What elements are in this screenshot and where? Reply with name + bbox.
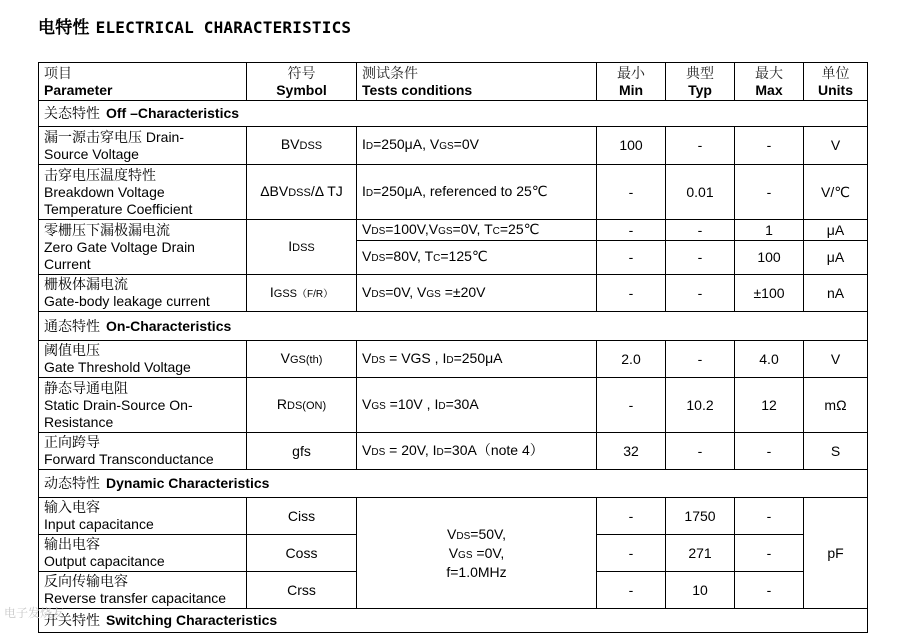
symbol-dbvdss: ΔBVDSS/Δ TJ	[247, 165, 357, 220]
cond-idss-1: VDS=100V,VGS=0V, TC=25℃	[357, 220, 597, 241]
table-row-igss	[39, 275, 868, 312]
cond-igss: VDS=0V, VGS =±20V	[357, 275, 597, 312]
max-idss-1: 1	[735, 220, 804, 241]
symbol-crss: Crss	[247, 572, 357, 609]
table-row-dbvdss	[39, 165, 868, 220]
param-dbvdss: 击穿电压温度特性 Breakdown Voltage Temperature Coefficient	[39, 165, 247, 220]
cond-gfs: VDS = 20V, ID=30A（note 4）	[357, 433, 597, 470]
max-coss: -	[735, 535, 804, 572]
min-rdson: -	[597, 378, 666, 433]
symbol-igss: IGSS（F/R）	[247, 275, 357, 312]
page-title	[38, 13, 351, 38]
section-switching: 开关特性 Switching Characteristics	[39, 609, 868, 633]
cond-rdson: VGS =10V , ID=30A	[357, 378, 597, 433]
table-row-rdson	[39, 378, 868, 433]
param-bvdss: 漏一源击穿电压 Drain- Source Voltage	[39, 127, 247, 165]
unit-idss-2: μA	[804, 241, 868, 275]
unit-dbvdss: V/℃	[804, 165, 868, 220]
section-off: 关态特性 Off –Characteristics	[39, 101, 868, 127]
min-coss: -	[597, 535, 666, 572]
header-typ: 典型 Typ	[666, 63, 735, 101]
symbol-gfs: gfs	[247, 433, 357, 470]
unit-rdson: mΩ	[804, 378, 868, 433]
cond-dbvdss: ID=250μA, referenced to 25℃	[357, 165, 597, 220]
min-bvdss: 100	[597, 127, 666, 165]
cond-idss-2: VDS=80V, TC=125℃	[357, 241, 597, 275]
cond-bvdss: ID=250μA, VGS=0V	[357, 127, 597, 165]
max-ciss: -	[735, 498, 804, 535]
max-gfs: -	[735, 433, 804, 470]
param-coss: 输出电容 Output capacitance	[39, 535, 247, 572]
typ-ciss: 1750	[666, 498, 735, 535]
min-idss-1: -	[597, 220, 666, 241]
unit-idss-1: μA	[804, 220, 868, 241]
header-units: 单位 Units	[804, 63, 868, 101]
typ-dbvdss: 0.01	[666, 165, 735, 220]
min-ciss: -	[597, 498, 666, 535]
header-max: 最大 Max	[735, 63, 804, 101]
section-dynamic: 动态特性 Dynamic Characteristics	[39, 470, 868, 498]
cond-capacitance: VDS=50V, VGS =0V, f=1.0MHz	[357, 498, 597, 609]
typ-idss-1: -	[666, 220, 735, 241]
max-crss: -	[735, 572, 804, 609]
symbol-bvdss: BVDSS	[247, 127, 357, 165]
min-idss-2: -	[597, 241, 666, 275]
unit-igss: nA	[804, 275, 868, 312]
param-rdson: 静态导通电阻 Static Drain-Source On- Resistance	[39, 378, 247, 433]
symbol-vgsth: VGS(th)	[247, 341, 357, 378]
min-igss: -	[597, 275, 666, 312]
typ-idss-2: -	[666, 241, 735, 275]
typ-bvdss: -	[666, 127, 735, 165]
max-rdson: 12	[735, 378, 804, 433]
watermark: 电子发烧友	[4, 606, 65, 620]
electrical-characteristics-table	[38, 62, 868, 633]
table-row-gfs	[39, 433, 868, 470]
unit-bvdss: V	[804, 127, 868, 165]
typ-vgsth: -	[666, 341, 735, 378]
typ-igss: -	[666, 275, 735, 312]
max-igss: ±100	[735, 275, 804, 312]
symbol-coss: Coss	[247, 535, 357, 572]
typ-gfs: -	[666, 433, 735, 470]
symbol-ciss: Ciss	[247, 498, 357, 535]
param-idss: 零栅压下漏极漏电流 Zero Gate Voltage Drain Current	[39, 220, 247, 275]
header-symbol: 符号 Symbol	[247, 63, 357, 101]
symbol-rdson: RDS(ON)	[247, 378, 357, 433]
min-gfs: 32	[597, 433, 666, 470]
max-bvdss: -	[735, 127, 804, 165]
section-on: 通态特性 On-Characteristics	[39, 312, 868, 341]
title-en: ELECTRICAL CHARACTERISTICS	[95, 18, 352, 37]
table-row-idss-1	[39, 220, 868, 241]
unit-capacitance: pF	[804, 498, 868, 609]
symbol-idss: IDSS	[247, 220, 357, 275]
cond-vgsth: VDS = VGS , ID=250μA	[357, 341, 597, 378]
param-ciss: 输入电容 Input capacitance	[39, 498, 247, 535]
param-gfs: 正向跨导 Forward Transconductance	[39, 433, 247, 470]
max-idss-2: 100	[735, 241, 804, 275]
table-row-vgsth	[39, 341, 868, 378]
table-row-bvdss	[39, 127, 868, 165]
max-dbvdss: -	[735, 165, 804, 220]
title-zh: 电特性	[38, 18, 90, 38]
min-vgsth: 2.0	[597, 341, 666, 378]
typ-rdson: 10.2	[666, 378, 735, 433]
header-min: 最小 Min	[597, 63, 666, 101]
param-vgsth: 阈值电压 Gate Threshold Voltage	[39, 341, 247, 378]
header-conditions: 测试条件 Tests conditions	[357, 63, 597, 101]
min-dbvdss: -	[597, 165, 666, 220]
unit-vgsth: V	[804, 341, 868, 378]
typ-coss: 271	[666, 535, 735, 572]
table-row-ciss	[39, 498, 868, 535]
max-vgsth: 4.0	[735, 341, 804, 378]
param-igss: 栅极体漏电流 Gate-body leakage current	[39, 275, 247, 312]
param-crss: 反向传输电容 Reverse transfer capacitance	[39, 572, 247, 609]
unit-gfs: S	[804, 433, 868, 470]
table-header-row	[39, 63, 868, 101]
typ-crss: 10	[666, 572, 735, 609]
min-crss: -	[597, 572, 666, 609]
header-parameter: 项目 Parameter	[39, 63, 247, 101]
